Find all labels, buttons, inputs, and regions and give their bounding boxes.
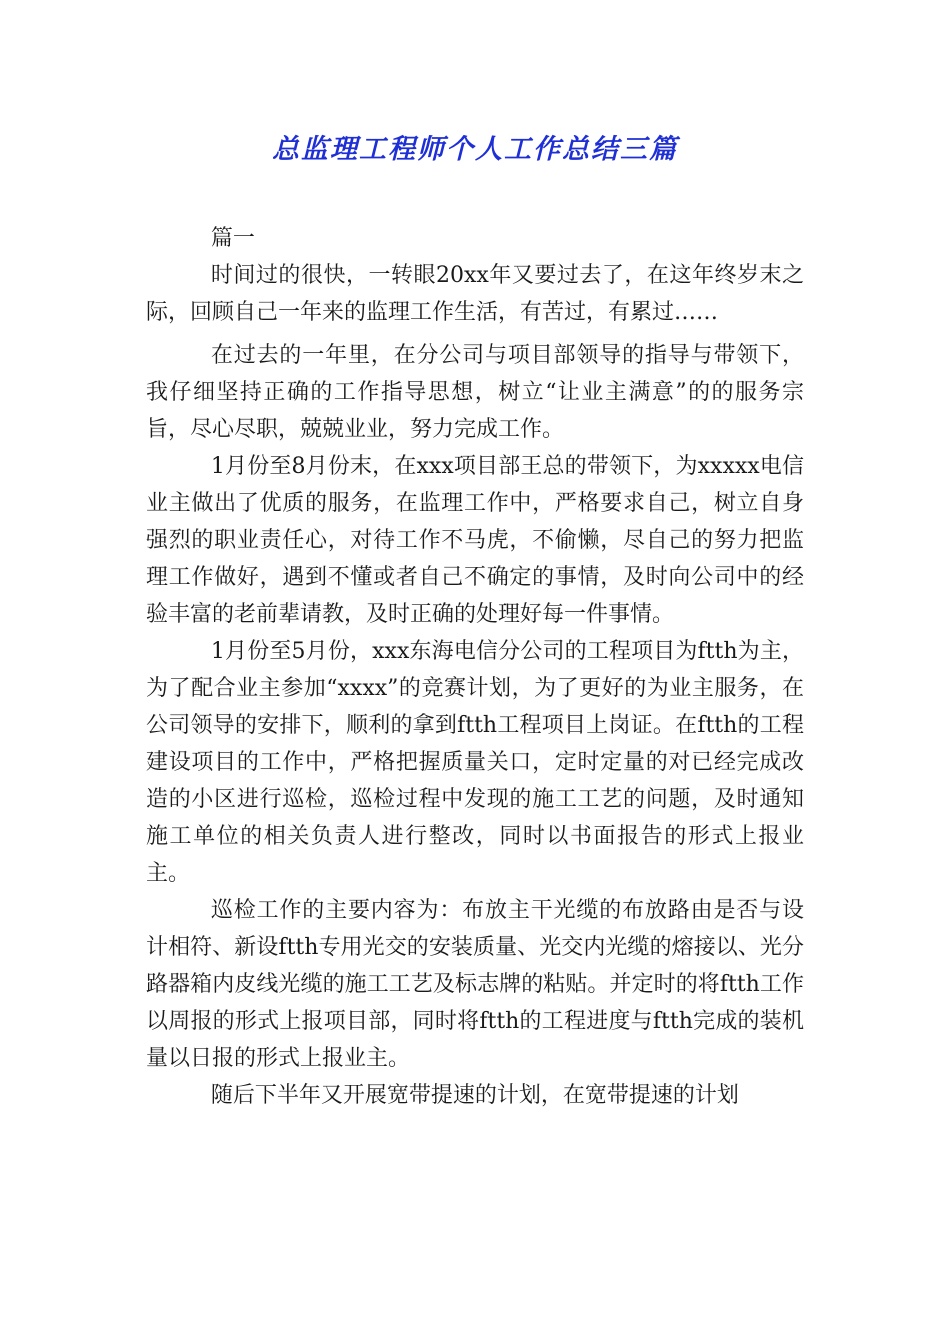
document-title: 总监理工程师个人工作总结三篇: [272, 134, 678, 165]
paragraph-6: 随后下半年又开展宽带提速的计划，在宽带提速的计划: [210, 1083, 739, 1108]
paragraph-4: 1月份至5月份，xxx东海电信分公司的工程项目为ftth为主，为了配合业主参加“xxxx”的竞赛计划，为了更好的为业主服务，在公司领导的安排下，顺利的拿到ftth工程项目上岗证。在ftth的工程建设项目的工作中，严格把握质量关口，定时定量的对已经完成改造的小区进行巡检，巡检过程中发现的施工工艺的问题，及时通知施工单位的相关负责人进行整改，同时以书面报告的形式上报业主。: [146, 639, 804, 886]
paragraph-3: 1月份至8月份末，在xxx项目部王总的带领下，为xxxxx电信业主做出了优质的服务，在监理工作中，严格要求自己，树立自身强烈的职业责任心，对待工作不马虎，不偷懒，尽自己的努力把监理工作做好，遇到不懂或者自己不确定的事情，及时向公司中的经验丰富的老前辈请教，及时正确的处理好每一件事情。: [146, 454, 804, 627]
paragraph-2: 在过去的一年里，在分公司与项目部领导的指导与带领下，我仔细坚持正确的工作指导思想，树立“让业主满意”的的服务宗旨，尽心尽职，兢兢业业，努力完成工作。: [146, 343, 804, 442]
paragraph-1: 时间过的很快，一转眼20xx年又要过去了，在这年终岁末之际，回顾自己一年来的监理工作生活，有苦过，有累过……: [146, 263, 804, 325]
section-label: 篇一: [210, 226, 255, 251]
document-body: [146, 220, 804, 1114]
paragraph-5: 巡检工作的主要内容为：布放主干光缆的布放路由是否与设计相符、新设ftth专用光交的安装质量、光交内光缆的熔接以、光分路器箱内皮线光缆的施工工艺及标志牌的粘贴。并定时的将ftth工作以周报的形式上报项目部，同时将ftth的工程进度与ftth完成的装机量以日报的形式上报业主。: [146, 898, 804, 1071]
